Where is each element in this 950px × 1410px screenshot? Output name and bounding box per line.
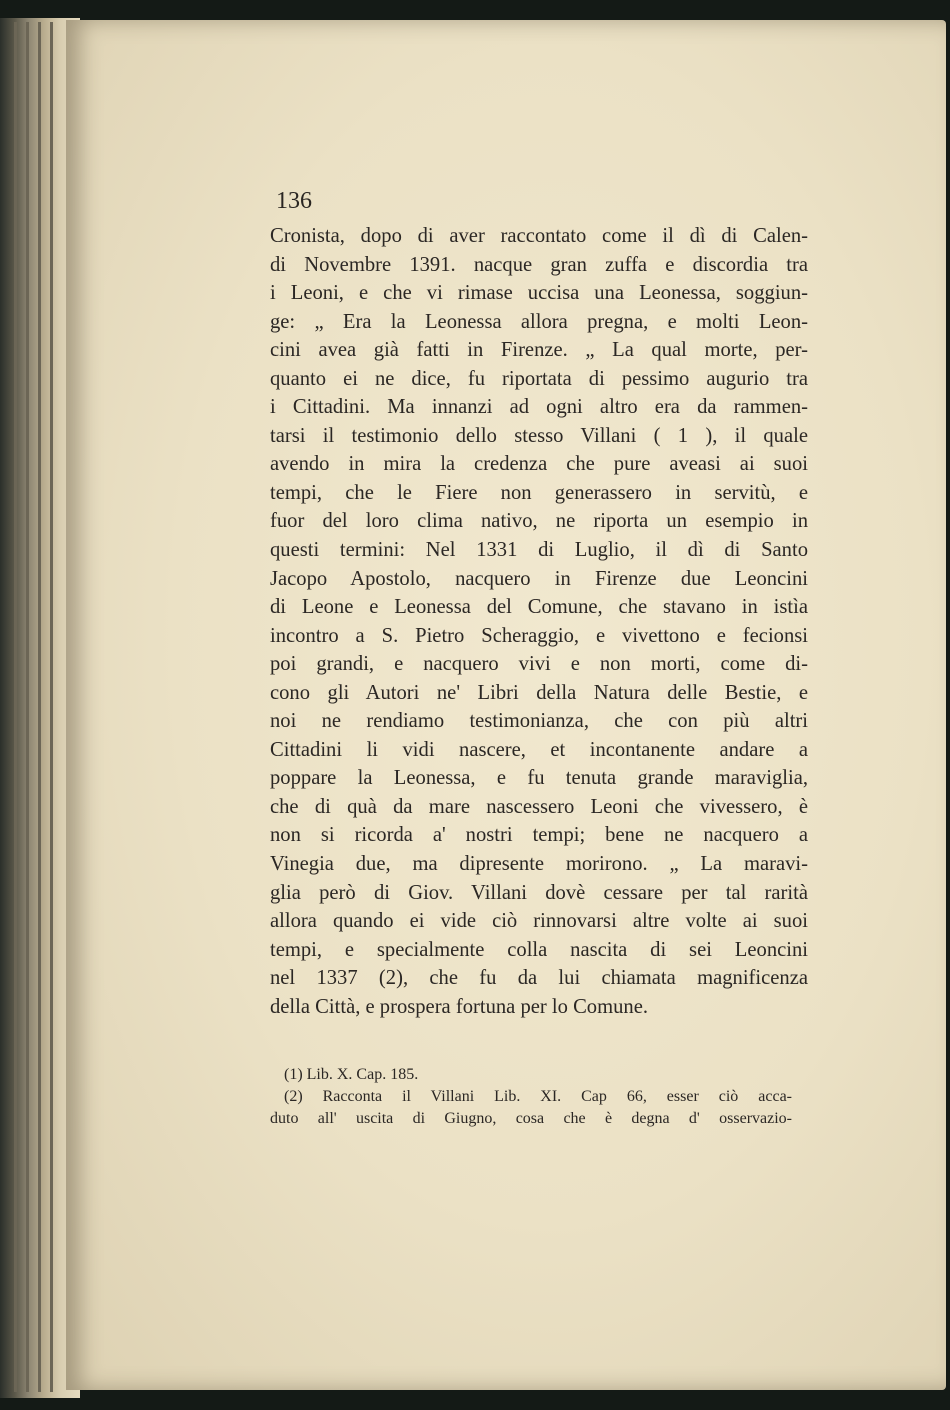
footnote-1: (1) Lib. X. Cap. 185. bbox=[284, 1066, 419, 1083]
text-line: noi ne rendiamo testimonianza, che con più altri bbox=[270, 710, 808, 733]
text-line: allora quando ei vide ciò rinnovarsi altre volte ai suoi bbox=[270, 910, 808, 933]
text-line: quanto ei ne dice, fu riportata di pessimo augurio tra bbox=[270, 367, 808, 390]
text-line: cono gli Autori ne' Libri della Natura delle Bestie, e bbox=[270, 681, 808, 704]
text-line: della Città, e prospera fortuna per lo Comune. bbox=[270, 995, 649, 1018]
text-line: fuor del loro clima nativo, ne riporta un esempio in bbox=[270, 510, 808, 533]
page-edge bbox=[38, 22, 41, 1392]
text-line: i Cittadini. Ma innanzi ad ogni altro era da rammen- bbox=[270, 396, 808, 419]
text-line: non si ricorda a' nostri tempi; bene ne nacquero a bbox=[270, 824, 808, 847]
page-number: 136 bbox=[276, 188, 312, 214]
text-line: di Leone e Leonessa del Comune, che stavano in istìa bbox=[270, 596, 808, 619]
text-line: Cronista, dopo di aver raccontato come il dì di Calen- bbox=[270, 225, 808, 247]
text-line: che di quà da mare nascessero Leoni che vivessero, è bbox=[270, 795, 808, 818]
footnote-2: (2) Racconta il Villani Lib. XI. Cap 66, esser ciò acca- bbox=[284, 1088, 792, 1105]
text-line: tarsi il testimonio dello stesso Villani ( 1 ), il quale bbox=[270, 424, 808, 447]
footnotes bbox=[270, 1064, 792, 1130]
text-line: Cittadini li vidi nascere, et incontanente andare a bbox=[270, 738, 808, 761]
text-line: nel 1337 (2), che fu da lui chiamata magnificenza bbox=[270, 967, 808, 990]
page-edge bbox=[26, 22, 29, 1392]
text-line: tempi, che le Fiere non generassero in servitù, e bbox=[270, 481, 808, 504]
text-line: questi termini: Nel 1331 di Luglio, il dì di Santo bbox=[270, 539, 808, 562]
text-line: Vinegia due, ma dipresente morirono. „ La maravi- bbox=[270, 853, 808, 876]
text-line: incontro a S. Pietro Scheraggio, e vivettono e fecionsi bbox=[270, 624, 808, 647]
footnote-2-continuation: duto all' uscita di Giugno, cosa che è degna d' osservazio- bbox=[270, 1110, 792, 1127]
text-line: ge: „ Era la Leonessa allora pregna, e molti Leon- bbox=[270, 310, 808, 333]
text-line: tempi, e specialmente colla nascita di sei Leoncini bbox=[270, 938, 808, 961]
text-line: di Novembre 1391. nacque gran zuffa e discordia tra bbox=[270, 253, 808, 276]
page-edge bbox=[14, 22, 17, 1392]
text-line: poppare la Leonessa, e fu tenuta grande maraviglia, bbox=[270, 767, 808, 790]
text-line: poi grandi, e nacquero vivi e non morti, come di- bbox=[270, 653, 808, 676]
text-line: glia però di Giov. Villani dovè cessare per tal rarità bbox=[270, 881, 808, 904]
text-line: avendo in mira la credenza che pure aveasi ai suoi bbox=[270, 453, 808, 476]
text-line: i Leoni, e che vi rimase uccisa una Leonessa, soggiun- bbox=[270, 282, 808, 305]
page-edge bbox=[50, 22, 53, 1392]
body-text bbox=[270, 222, 808, 1021]
text-line: cini avea già fatti in Firenze. „ La qual morte, per- bbox=[270, 339, 808, 362]
text-line: Jacopo Apostolo, nacquero in Firenze due Leoncini bbox=[270, 567, 808, 590]
